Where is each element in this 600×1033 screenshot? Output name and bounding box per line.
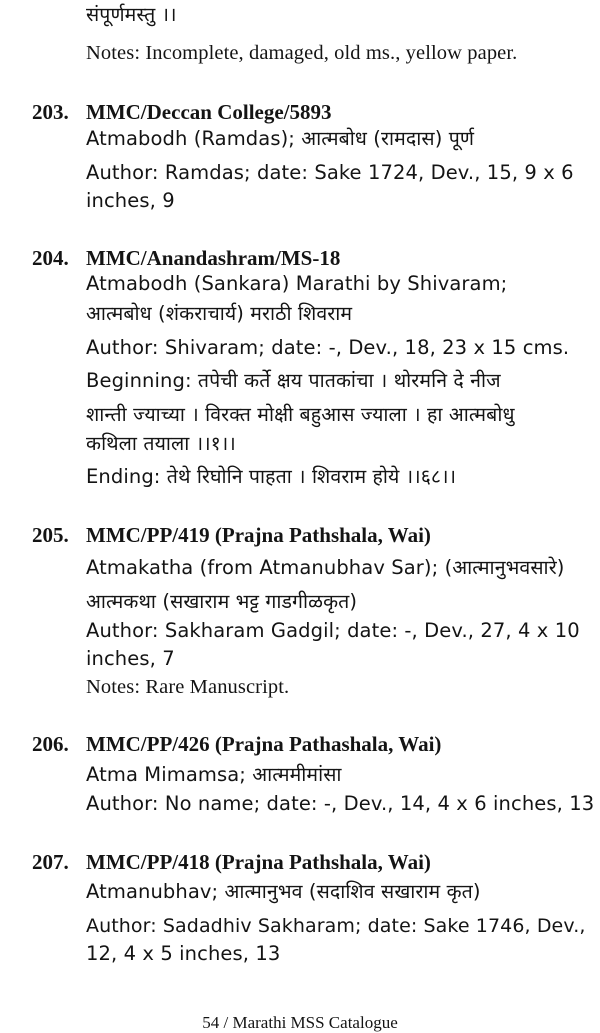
entry-notes: Notes: Rare Manuscript. xyxy=(86,676,290,698)
entry-line: Atmabodh (Sankara) Marathi by Shivaram; xyxy=(86,272,508,295)
entry-line: आत्मकथा (सखाराम भट्ट गाडगीळकृत) xyxy=(86,590,358,613)
entry-line: Author: Sakharam Gadgil; date: -, Dev., 27, 4 x 10 xyxy=(86,619,580,642)
entry-line: Ending: तेथे रिघोनि पाहता । शिवराम होये ।।६८।। xyxy=(86,465,457,488)
entry-heading xyxy=(32,731,441,757)
entry-line: Atmanubhav; आत्मानुभव (सदाशिव सखाराम कृत) xyxy=(86,880,481,903)
entry-line: Atmakatha (from Atmanubhav Sar); (आत्मानुभवसारे) xyxy=(86,556,565,579)
entry-line: आत्मबोध (शंकराचार्य) मराठी शिवराम xyxy=(86,302,353,325)
entry-line: Author: Ramdas; date: Sake 1724, Dev., 15, 9 x 6 xyxy=(86,161,574,184)
entry-line: कथिला तयाला ।।१।। xyxy=(86,432,236,455)
prev-entry-notes: Notes: Incomplete, damaged, old ms., yellow paper. xyxy=(86,42,518,64)
entry-line: शान्ती ज्याच्या । विरक्त मोक्षी बहुआस ज्याला । हा आत्मबोधु xyxy=(86,403,515,426)
entry-number: 204. xyxy=(32,246,69,270)
entry-line: inches, 7 xyxy=(86,647,175,670)
entry-line: Author: No name; date: -, Dev., 14, 4 x 6 inches, 13 xyxy=(86,792,595,815)
entry-heading xyxy=(32,522,431,548)
entry-heading xyxy=(32,849,431,875)
entry-number: 206. xyxy=(32,732,69,756)
page-footer: 54 / Marathi MSS Catalogue xyxy=(202,1013,398,1032)
entry-line: Atmabodh (Ramdas); आत्मबोध (रामदास) पूर्ण xyxy=(86,127,475,150)
entry-shelfmark: MMC/Deccan College/5893 xyxy=(86,100,332,124)
entry-line: Atma Mimamsa; आत्ममीमांसा xyxy=(86,763,342,786)
entry-line: Author: Shivaram; date: -, Dev., 18, 23 x 15 cms. xyxy=(86,336,570,359)
prev-entry-colophon: संपूर्णमस्तु ।। xyxy=(86,3,177,26)
entry-heading xyxy=(32,99,332,125)
entry-line: inches, 9 xyxy=(86,189,175,212)
entry-shelfmark: MMC/PP/418 (Prajna Pathshala, Wai) xyxy=(86,850,431,874)
entry-line: 12, 4 x 5 inches, 13 xyxy=(86,942,281,965)
entry-number: 207. xyxy=(32,850,69,874)
entry-number: 205. xyxy=(32,523,69,547)
entry-number: 203. xyxy=(32,100,69,124)
entry-line: Author: Sadadhiv Sakharam; date: Sake 1746, Dev., xyxy=(86,915,586,937)
entry-shelfmark: MMC/PP/419 (Prajna Pathshala, Wai) xyxy=(86,523,431,547)
entry-shelfmark: MMC/PP/426 (Prajna Pathashala, Wai) xyxy=(86,732,442,756)
entry-shelfmark: MMC/Anandashram/MS-18 xyxy=(86,246,341,270)
entry-line: Beginning: तपेची कर्ते क्षय पातकांचा । थोरमनि दे नीज xyxy=(86,369,501,392)
entry-heading xyxy=(32,245,340,271)
